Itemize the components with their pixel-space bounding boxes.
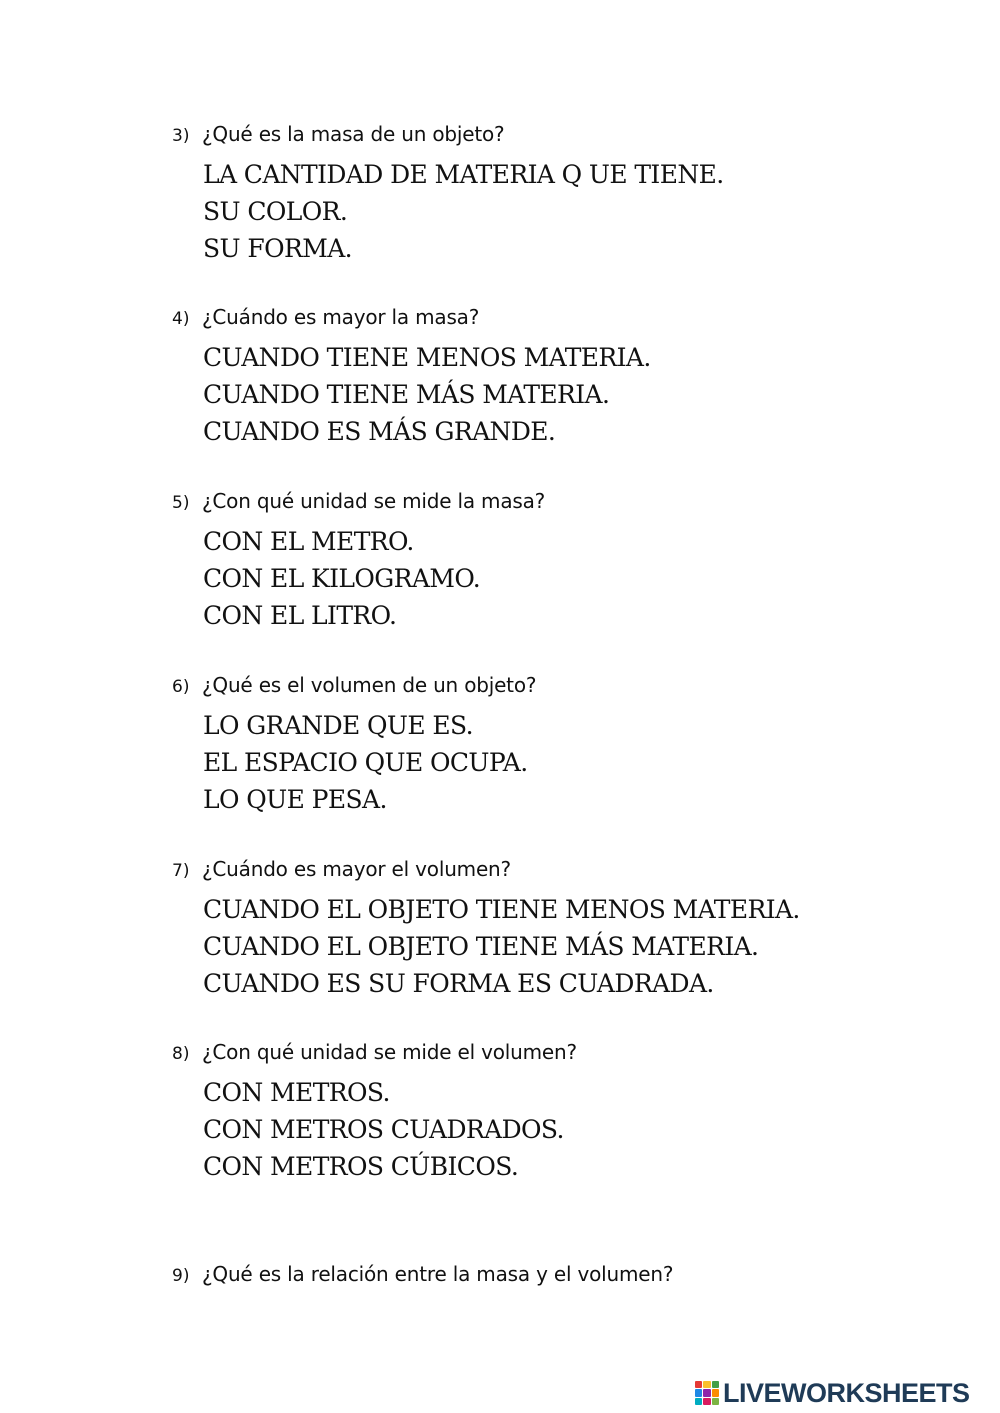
answer-option[interactable]: CON METROS. <box>203 1078 390 1107</box>
logo-square <box>695 1389 702 1396</box>
question-number: 9) <box>172 1266 190 1286</box>
question-number: 4) <box>172 309 190 329</box>
answer-option[interactable]: LO GRANDE QUE ES. <box>203 711 474 740</box>
answer-option[interactable]: CON METROS CUADRADOS. <box>203 1115 564 1144</box>
logo-square <box>695 1381 702 1388</box>
question-9 <box>172 1262 932 1292</box>
answer-option[interactable]: CON EL KILOGRAMO. <box>203 564 481 593</box>
question-4 <box>172 305 932 450</box>
question-5 <box>172 489 932 634</box>
liveworksheets-brand <box>695 1378 970 1408</box>
answer-option[interactable]: CUANDO TIENE MENOS MATERIA. <box>203 343 651 372</box>
question-text: ¿Cuándo es mayor la masa? <box>202 305 480 329</box>
answer-option[interactable]: LO QUE PESA. <box>203 785 387 814</box>
answer-option[interactable]: SU COLOR. <box>203 197 348 226</box>
question-number: 6) <box>172 677 190 697</box>
logo-square <box>712 1398 719 1405</box>
question-number: 3) <box>172 126 190 146</box>
answer-option[interactable]: CUANDO EL OBJETO TIENE MÁS MATERIA. <box>203 932 759 961</box>
logo-square <box>712 1381 719 1388</box>
answer-option[interactable]: CON EL LITRO. <box>203 601 397 630</box>
answer-option[interactable]: EL ESPACIO QUE OCUPA. <box>203 748 528 777</box>
question-6 <box>172 673 932 818</box>
logo-square <box>703 1389 710 1396</box>
question-number: 7) <box>172 861 190 881</box>
answer-option[interactable]: CUANDO ES SU FORMA ES CUADRADA. <box>203 969 714 998</box>
answer-option[interactable]: CUANDO ES MÁS GRANDE. <box>203 417 556 446</box>
logo-square <box>712 1389 719 1396</box>
question-number: 5) <box>172 493 190 513</box>
logo-square <box>695 1398 702 1405</box>
question-text: ¿Cuándo es mayor el volumen? <box>202 857 511 881</box>
question-text: ¿Qué es la relación entre la masa y el volumen? <box>202 1262 674 1286</box>
liveworksheets-logo-icon <box>695 1381 719 1405</box>
question-7 <box>172 857 932 1002</box>
answer-option[interactable]: CON EL METRO. <box>203 527 414 556</box>
brand-logo-text: LIVEWORKSHEETS <box>723 1377 970 1408</box>
answer-option[interactable]: LA CANTIDAD DE MATERIA Q UE TIENE. <box>203 160 724 189</box>
answer-option[interactable]: CON METROS CÚBICOS. <box>203 1152 519 1181</box>
question-text: ¿Con qué unidad se mide el volumen? <box>202 1040 577 1064</box>
question-3 <box>172 122 932 267</box>
question-text: ¿Qué es la masa de un objeto? <box>202 122 505 146</box>
question-text: ¿Qué es el volumen de un objeto? <box>202 673 537 697</box>
question-text: ¿Con qué unidad se mide la masa? <box>202 489 546 513</box>
logo-square <box>703 1398 710 1405</box>
question-number: 8) <box>172 1044 190 1064</box>
answer-option[interactable]: CUANDO EL OBJETO TIENE MENOS MATERIA. <box>203 895 800 924</box>
logo-square <box>703 1381 710 1388</box>
answer-option[interactable]: CUANDO TIENE MÁS MATERIA. <box>203 380 610 409</box>
question-8 <box>172 1040 932 1185</box>
answer-option[interactable]: SU FORMA. <box>203 234 353 263</box>
